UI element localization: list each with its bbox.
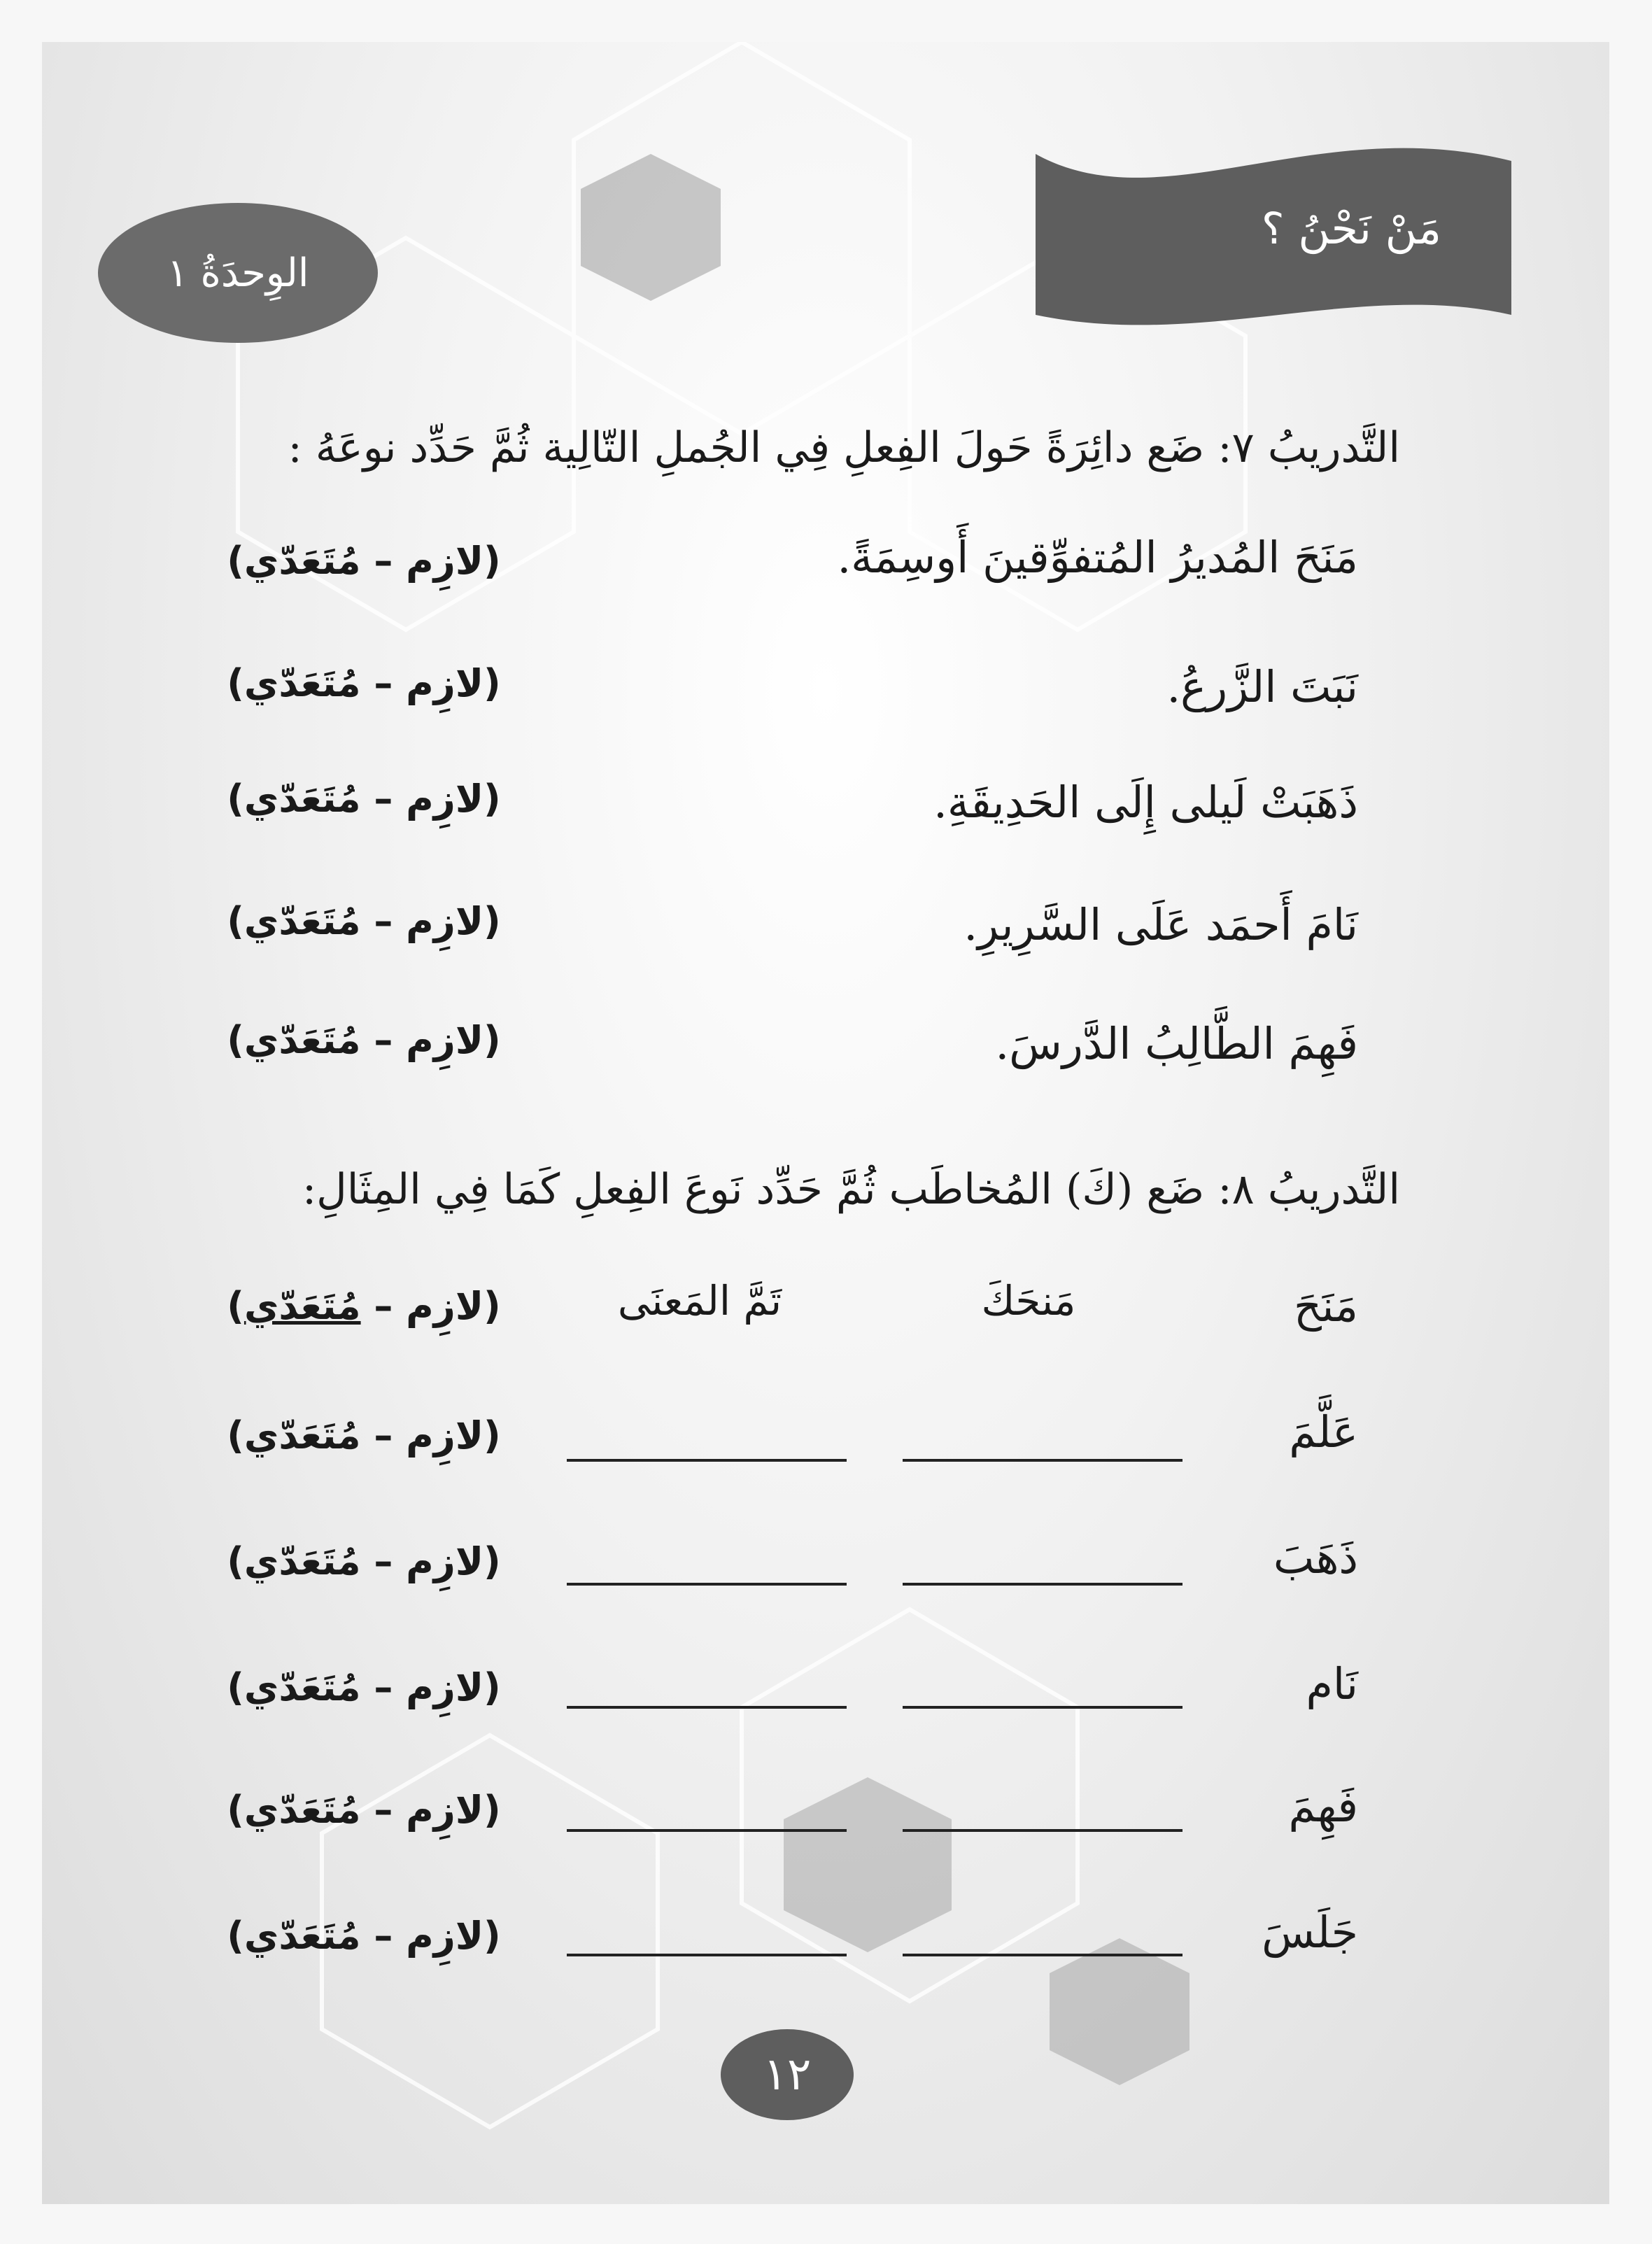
example-choice-open: (لازِم – — [360, 1284, 501, 1328]
unit-badge — [98, 203, 378, 343]
exercise7-sentence-1: مَنَحَ المُديرُ المُتفوِّقينَ أَوسِمَةً. — [837, 532, 1358, 583]
example-choice-close: ) — [227, 1284, 244, 1328]
exercise7-choice-2[interactable]: (لازِم – مُتَعَدّي) — [227, 661, 501, 705]
exercise8-blank-kaf-4[interactable] — [903, 1829, 1182, 1832]
example-choice-answer: مُتَعَدّي — [243, 1284, 361, 1328]
hexagon-pattern-decoration — [42, 42, 1609, 2204]
exercise8-blank-meaning-4[interactable] — [567, 1829, 847, 1832]
exercise8-choice-4[interactable]: (لازِم – مُتَعَدّي) — [227, 1788, 501, 1832]
unit-label: الوِحدَةُ ١ — [167, 250, 309, 296]
exercise8-verb-1: عَلَّمَ — [1289, 1406, 1358, 1458]
exercise7-choice-1[interactable]: (لازِم – مُتَعَدّي) — [227, 539, 501, 583]
exercise8-verb-4: فَهِمَ — [1288, 1781, 1358, 1832]
exercise7-choice-5[interactable]: (لازِم – مُتَعَدّي) — [227, 1018, 501, 1062]
exercise8-choice-1[interactable]: (لازِم – مُتَعَدّي) — [227, 1413, 501, 1458]
exercise8-choice-5[interactable]: (لازِم – مُتَعَدّي) — [227, 1914, 501, 1958]
page-background — [42, 42, 1609, 2204]
exercise8-blank-kaf-3[interactable] — [903, 1706, 1182, 1709]
exercise8-verb-5: جَلَسَ — [1262, 1907, 1358, 1958]
page-number: ١٢ — [763, 2049, 812, 2101]
exercise8-choice-3[interactable]: (لازِم – مُتَعَدّي) — [227, 1665, 501, 1709]
example-verb: مَنَحَ — [1294, 1280, 1358, 1332]
exercise8-blank-kaf-2[interactable] — [903, 1583, 1182, 1586]
exercise7-sentence-3: ذَهَبَتْ لَيلى إِلَى الحَدِيقَةِ. — [933, 777, 1358, 828]
example-meaning: تَمَّ المَعنَى — [617, 1277, 782, 1325]
example-with-kaf: مَنحَكَ — [981, 1277, 1076, 1325]
exercise7-choice-3[interactable]: (لازِم – مُتَعَدّي) — [227, 777, 501, 821]
exercise8-blank-kaf-1[interactable] — [903, 1459, 1182, 1462]
exercise8-instruction: التَّدريبُ ٨: ضَع (كَ) المُخاطَب ثُمَّ حَدِّد نَوعَ الفِعلِ كَمَا فِي المِثَالِ: — [302, 1165, 1400, 1214]
exercise7-sentence-2: نَبَتَ الزَّرعُ. — [1166, 661, 1358, 712]
exercise8-blank-kaf-5[interactable] — [903, 1954, 1182, 1956]
page-number-badge — [721, 2029, 854, 2120]
exercise8-verb-2: ذَهَبَ — [1273, 1532, 1358, 1583]
exercise8-blank-meaning-3[interactable] — [567, 1706, 847, 1709]
exercise7-choice-4[interactable]: (لازِم – مُتَعَدّي) — [227, 899, 501, 943]
lesson-title: مَنْ نَحْنُ ؟ — [1261, 203, 1441, 254]
exercise8-choice-2[interactable]: (لازِم – مُتَعَدّي) — [227, 1539, 501, 1583]
exercise8-blank-meaning-5[interactable] — [567, 1954, 847, 1956]
example-choice — [210, 1284, 518, 1328]
exercise8-blank-meaning-1[interactable] — [567, 1459, 847, 1462]
exercise8-blank-meaning-2[interactable] — [567, 1583, 847, 1586]
exercise8-verb-3: نَام — [1306, 1658, 1358, 1709]
exercise7-sentence-4: نَامَ أَحمَد عَلَى السَّرِيرِ. — [963, 899, 1358, 950]
exercise7-sentence-5: فَهِمَ الطَّالِبُ الدَّرسَ. — [995, 1018, 1358, 1069]
exercise7-instruction: التَّدريبُ ٧: ضَع دائِرَةً حَولَ الفِعلِ فِي الجُملِ التّالِية ثُمَّ حَدِّد نوعَهُ : — [288, 423, 1400, 472]
